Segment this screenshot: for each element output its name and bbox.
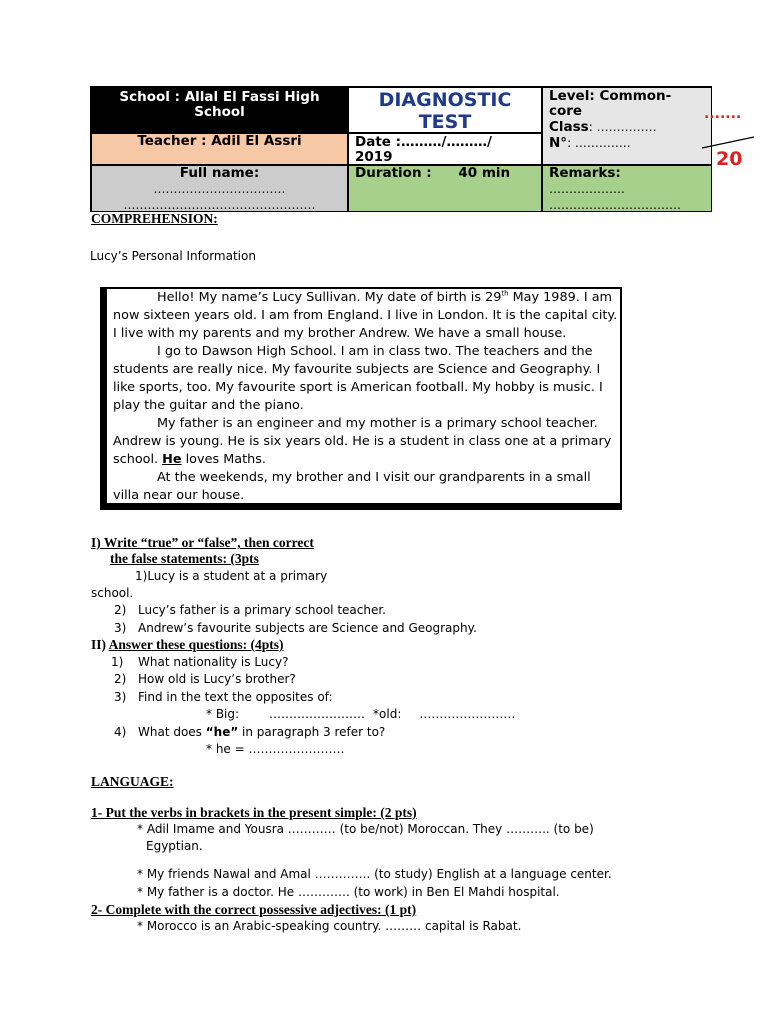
score-total: 20: [716, 148, 743, 170]
test-title-line2: TEST: [418, 111, 472, 133]
s1-question-1-line1: 1)Lucy is a student at a primary: [135, 569, 328, 583]
remarks-dots-1: ……………….: [549, 182, 625, 196]
date-line2: 2019: [355, 149, 393, 165]
date-line1: Date :………/………/: [355, 134, 492, 150]
n-dots: : …………..: [567, 136, 631, 150]
teacher-name: Teacher : Adil El Assri: [137, 133, 302, 149]
school-name: School : Allal El Fassi High School: [119, 89, 320, 120]
reading-passage: [100, 287, 622, 510]
full-name-dots-2: …………………………………………: [123, 198, 316, 212]
full-name-dots-1: ……………………………: [153, 182, 286, 196]
level-line2: core: [549, 103, 583, 119]
duration-value: 40 min: [458, 165, 511, 181]
s2-question-2: 2) How old is Lucy’s brother?: [114, 672, 296, 686]
exercise1-heading: 1- Put the verbs in brackets in the present simple: (2 pts): [91, 805, 417, 820]
teacher-cell: [91, 133, 348, 165]
s2-question-4-answer: * he = ……………………: [206, 742, 345, 756]
passage-paragraph-4: At the weekends, my brother and I visit our grandparents in a small villa near our house.: [113, 470, 591, 503]
remarks-dots-2: ……………………………: [549, 198, 681, 212]
n-label: N°: [549, 135, 568, 151]
s1-question-2: 2) Lucy’s father is a primary school teacher.: [114, 603, 386, 617]
full-name-label: Full name:: [179, 165, 260, 181]
school-cell: [91, 87, 348, 133]
remarks-label: Remarks:: [549, 165, 621, 181]
exercise2-heading: 2- Complete with the correct possessive adjectives: (1 pt): [91, 902, 417, 917]
passage-paragraph-3: My father is an engineer and my mother is a primary school teacher. Andrew is young. He is six years old. He is a student in class one at a primary school. He loves Maths.: [113, 416, 612, 467]
underlined-he: He: [162, 452, 182, 467]
section2-heading: II) Answer these questions: (4pts): [91, 637, 284, 652]
ex1-sentence-1-line1: * Adil Imame and Yousra ………… (to be/not) Moroccan. They ……….. (to be): [137, 822, 594, 836]
ex1-sentence-1-line2: Egyptian.: [146, 839, 203, 853]
passage-title: Lucy’s Personal Information: [90, 249, 256, 263]
ex1-sentence-2: * My friends Nawal and Amal ………….. (to study) English at a language center.: [137, 867, 612, 881]
s1-question-3: 3) Andrew’s favourite subjects are Science and Geography.: [114, 621, 477, 635]
comprehension-heading: COMPREHENSION:: [91, 211, 218, 226]
s2-opposites-row: * Big: …………………… *old: ……………………: [206, 707, 516, 721]
duration-label: Duration :: [355, 165, 432, 181]
s2-question-1: 1) What nationality is Lucy?: [111, 655, 289, 669]
duration-cell: [348, 165, 542, 212]
score-dots: .......: [704, 106, 742, 122]
full-name-cell: [91, 165, 348, 212]
remarks-cell: [542, 165, 712, 212]
level-cell: [542, 87, 712, 165]
section1-heading-line2: the false statements: (3pts: [110, 551, 259, 566]
test-title-line1: DIAGNOSTIC: [378, 89, 512, 111]
test-title-cell: [348, 87, 542, 133]
ex2-sentence-1: * Morocco is an Arabic-speaking country. ……… capital is Rabat.: [137, 919, 522, 933]
class-dots: : ……………: [588, 120, 657, 134]
header-table: [90, 86, 712, 212]
s2-question-3: 3) Find in the text the opposites of:: [114, 690, 333, 704]
passage-paragraph-2: I go to Dawson High School. I am in class two. The teachers and the students are really nice. My favourite subjects are Science and Geography. I like sports, too. My favourite sport is American football. My hobby is music. I play the guitar and the piano.: [113, 344, 603, 413]
class-label: Class: [549, 119, 589, 135]
language-heading: LANGUAGE:: [91, 774, 174, 789]
section1-heading-line1: I) Write “true” or “false”, then correct: [91, 535, 314, 550]
ex1-sentence-3: * My father is a doctor. He …………. (to work) in Ben El Mahdi hospital.: [137, 885, 560, 899]
passage-paragraph-1: Hello! My name’s Lucy Sullivan. My date of birth is 29th May 1989. I am now sixteen years old. I am from England. I live in London. It is the capital city. I live with my parents and my brother Andrew. We have a small house.: [113, 289, 618, 341]
s1-question-1-line2: school.: [91, 586, 134, 600]
date-cell: [348, 133, 542, 165]
s2-question-4: 4) What does “he” in paragraph 3 refer to?: [114, 725, 386, 739]
level-line1: Level: Common-: [549, 88, 672, 104]
